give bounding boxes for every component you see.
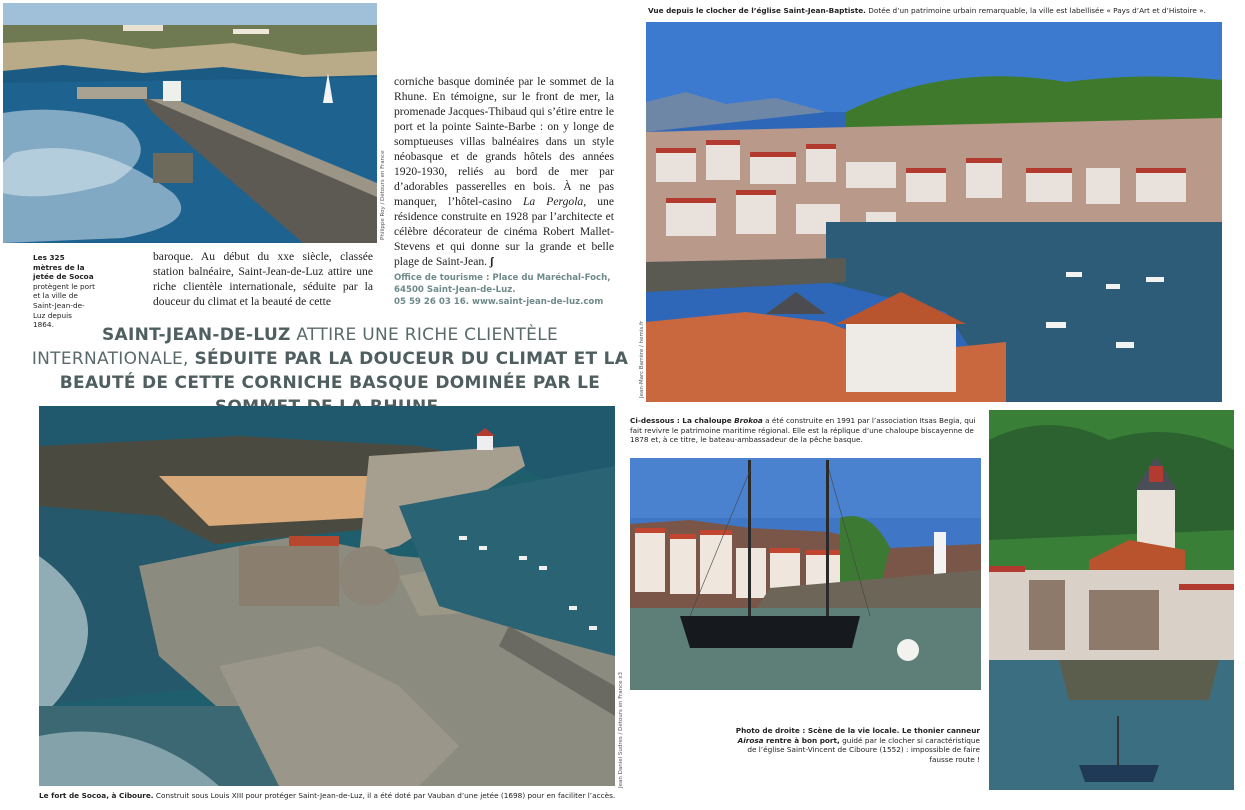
ciboure-caption	[728, 726, 980, 764]
boat-caption	[630, 416, 980, 445]
brokoa-boat-photo	[630, 458, 981, 690]
pull-quote-lead: SAINT-JEAN-DE-LUZ	[101, 325, 291, 345]
jetty-caption-lead: Les 325 mètres de la jetée de Socoa	[33, 253, 94, 282]
article-end-mark: ʃ	[489, 255, 494, 268]
boat-caption-text: a été construite en 1991 par l’association Itsas Begia, qui fait revivre le patrimoine maritime régional. Elle est la réplique d’une chaloupe biscayenne de 1878 et, à ce titre, le bateau-ambassadeur de la pêche basque.	[630, 416, 976, 445]
ciboure-caption-mid: rentre à bon port,	[765, 735, 840, 745]
pull-quote	[30, 323, 630, 419]
fort-photo-credit: Jean Daniel Sudres / Détours en France x3	[618, 671, 624, 788]
pull-quote-end: SÉDUITE PAR LA DOUCEUR DU CLIMAT ET LA BEAUTÉ DE CETTE CORNICHE BASQUE DOMINÉE PAR LE	[59, 349, 629, 393]
harbour-caption	[648, 6, 1228, 16]
jetty-photo	[3, 3, 377, 243]
harbour-photo-credit: Jean-Marc Barrère / hemis.fr	[639, 320, 645, 398]
ciboure-caption-text: guidé par le clocher si caractéristique de l’église Saint-Vincent de Ciboure (1552) : impossible de faire fausse route !	[747, 735, 980, 764]
contact-line-3: 05 59 26 03 16. www.saint-jean-de-luz.com	[394, 296, 604, 307]
article-column-2-text-a: corniche basque dominée par le sommet de la Rhune. En témoigne, sur le front de mer, la promenade Jacques-Thibaud qui s’étire entre le port et la pointe Sainte-Barbe : on y longe de somptueuses villas balnéaires dans un style néobasque et de grands hôtels des années 1920-1930, reliés au bord de mer par d’adorables passerelles en bois. À ne pas manquer, l’hôtel-casino	[394, 75, 614, 208]
fort-socoa-photo	[39, 406, 615, 786]
article-column-1: baroque. Au début du xxe siècle, classée station balnéaire, Saint-Jean-de-Luz attire une riche clientèle internationale, séduite par la douceur du climat et la beauté de cette	[153, 250, 373, 308]
article-column-2-text-b: une résidence construite en 1928 par l’architecte et célèbre décorateur de cinéma Robert Mallet-Stevens et qui donne sur la grande et belle plage de Saint-Jean.	[394, 195, 614, 268]
pull-quote-middle: ATTIRE UNE RICHE CLIENTÈLE INTERNATIONALE,	[31, 325, 559, 369]
fort-caption	[39, 791, 639, 801]
boat-caption-lead: Ci-dessous : La chaloupe	[630, 416, 732, 425]
harbour-caption-lead: Vue depuis le clocher de l’église Saint-Jean-Baptiste.	[648, 6, 866, 15]
ciboure-church-photo	[989, 410, 1234, 790]
jetty-caption-text: protègent le port et la ville de Saint-Jean-de-Luz depuis 1864.	[33, 281, 96, 330]
harbour-view-photo	[646, 22, 1222, 402]
contact-line-1: Office de tourisme : Place du Maréchal-Foch,	[394, 273, 611, 283]
contact-line-2: 64500 Saint-Jean-de-Luz.	[394, 284, 516, 295]
article-italic-venue: La Pergola,	[522, 195, 587, 208]
harbour-caption-text: Dotée d’un patrimoine urbain remarquable, la ville est labellisée « Pays d’Art et d’Histoire ».	[868, 6, 1206, 15]
jetty-caption	[33, 253, 95, 330]
ciboure-caption-name: Airosa	[737, 735, 764, 745]
ciboure-caption-lead: Photo de droite : Scène de la vie locale. Le thonier canneur	[735, 726, 980, 735]
jetty-photo-credit: Philippe Roy / Détours en France	[380, 150, 386, 240]
boat-caption-name: Brokoa	[734, 416, 763, 425]
tourism-office-contact	[394, 273, 624, 308]
fort-caption-lead: Le fort de Socoa, à Ciboure.	[39, 791, 154, 800]
fort-caption-text: Construit sous Louis XIII pour protéger Saint-Jean-de-Luz, il a été doté par Vauban d’une jetée (1698) pour en faciliter l’accès.	[155, 791, 616, 800]
article-column-2	[394, 74, 614, 269]
